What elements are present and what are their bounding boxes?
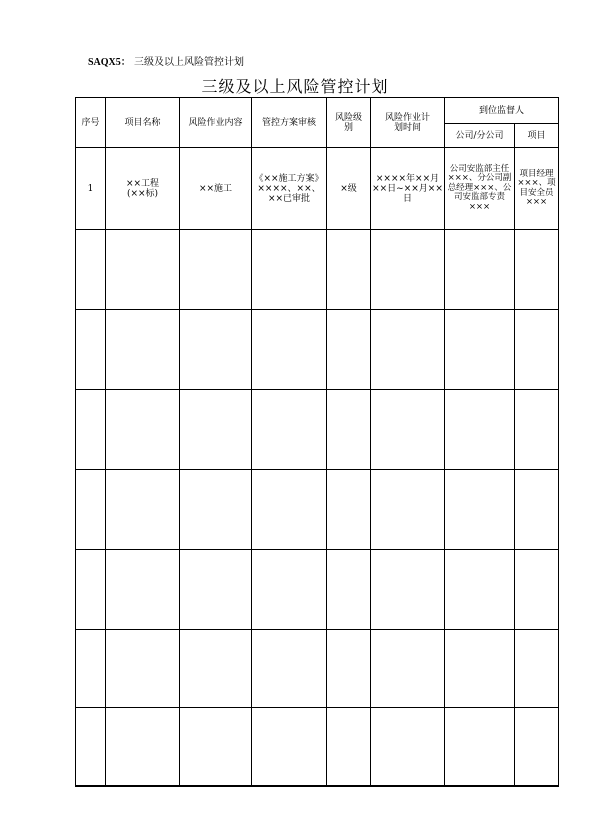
empty-cell [327,470,371,550]
empty-cell [180,310,252,390]
empty-cell [180,630,252,708]
col-header-seq: 序号 [76,98,106,148]
empty-cell [180,708,252,786]
cell-company-supervisor: 公司安监部主任×××、分公司副总经理×××、公司安监部专责××× [445,148,515,230]
empty-cell [445,708,515,786]
empty-cell [515,470,559,550]
empty-cell [371,470,445,550]
col-header-schedule: 风险作业计划时间 [371,98,445,148]
table-row-empty [76,390,559,470]
empty-cell [252,708,327,786]
cell-seq: 1 [76,148,106,230]
cell-risk-content: ××施工 [180,148,252,230]
document-code-line [88,53,244,68]
empty-cell [252,310,327,390]
empty-cell [515,310,559,390]
empty-cell [515,708,559,786]
cell-project-supervisor: 项目经理×××、项目安全员××× [515,148,559,230]
empty-cell [445,630,515,708]
empty-cell [252,470,327,550]
page-title: 三级及以上风险管控计划 [201,77,389,96]
empty-cell [106,630,180,708]
empty-cell [445,390,515,470]
empty-cell [180,470,252,550]
empty-cell [515,550,559,630]
empty-cell [252,230,327,310]
cell-plan-review: 《××施工方案》××××、××、××已审批 [252,148,327,230]
header-row-1 [76,98,559,124]
empty-cell [76,708,106,786]
cell-schedule: ××××年××月××日~××月××日 [371,148,445,230]
empty-cell [76,630,106,708]
document-code: SAQX5： [88,57,131,68]
empty-cell [76,310,106,390]
table-row-empty [76,310,559,390]
empty-cell [180,230,252,310]
empty-cell [76,470,106,550]
empty-cell [252,630,327,708]
empty-cell [327,230,371,310]
empty-cell [327,310,371,390]
empty-cell [106,470,180,550]
empty-cell [327,550,371,630]
empty-cell [371,230,445,310]
cell-project-name: ××工程(××标) [106,148,180,230]
empty-cell [371,390,445,470]
table-row-empty [76,550,559,630]
col-header-company: 公司/分公司 [445,124,515,148]
empty-cell [371,708,445,786]
cell-risk-level: ×级 [327,148,371,230]
empty-cell [106,310,180,390]
empty-cell [327,630,371,708]
table-row-empty [76,230,559,310]
empty-cell [252,390,327,470]
table-row-empty [76,708,559,786]
empty-cell [327,390,371,470]
table-row-empty [76,470,559,550]
table-row-empty [76,630,559,708]
col-header-risk-level: 风险级别 [327,98,371,148]
empty-cell [106,550,180,630]
col-header-plan-review: 管控方案审核 [252,98,327,148]
empty-cell [106,230,180,310]
col-header-supervisor-group: 到位监督人 [445,98,559,124]
table-row [76,148,559,230]
empty-cell [76,550,106,630]
empty-cell [106,390,180,470]
empty-cell [515,230,559,310]
risk-control-plan-table [75,97,559,787]
empty-cell [445,470,515,550]
empty-cell [106,708,180,786]
document-subtitle: 三级及以上风险管控计划 [133,57,244,68]
col-header-risk-content: 风险作业内容 [180,98,252,148]
empty-cell [371,630,445,708]
empty-cell [445,230,515,310]
empty-cell [327,708,371,786]
empty-cell [445,310,515,390]
empty-cell [371,310,445,390]
empty-cell [445,550,515,630]
empty-cell [180,390,252,470]
empty-cell [515,630,559,708]
empty-cell [76,390,106,470]
empty-cell [252,550,327,630]
empty-cell [180,550,252,630]
col-header-project-name: 项目名称 [106,98,180,148]
empty-cell [371,550,445,630]
empty-cell [76,230,106,310]
col-header-project: 项目 [515,124,559,148]
empty-cell [515,390,559,470]
